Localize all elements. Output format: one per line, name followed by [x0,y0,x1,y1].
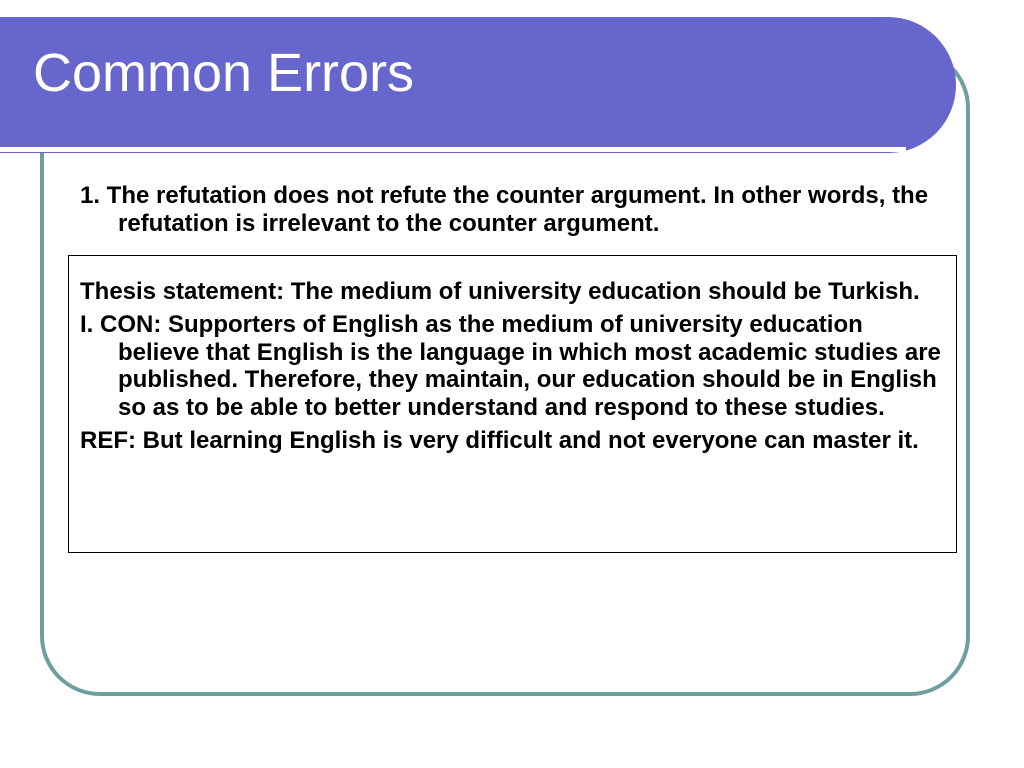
error-point-1: 1. The refutation does not refute the counter argument. In other words, the refutation is irrelevant to the counter argument. [80,182,929,237]
example-box [68,255,957,553]
refutation: REF: But learning English is very difficult and not everyone can master it. [80,427,919,455]
title-underline [0,147,906,152]
slide-title: Common Errors [33,43,415,103]
thesis-statement: Thesis statement: The medium of university education should be Turkish. [80,278,920,305]
counter-argument: I. CON: Supporters of English as the medium of university education believe that English is the language in which most academic studies are published. Therefore, they maintain, our education should be in English so as to be able to better understand and respond to these studies. [80,311,941,421]
